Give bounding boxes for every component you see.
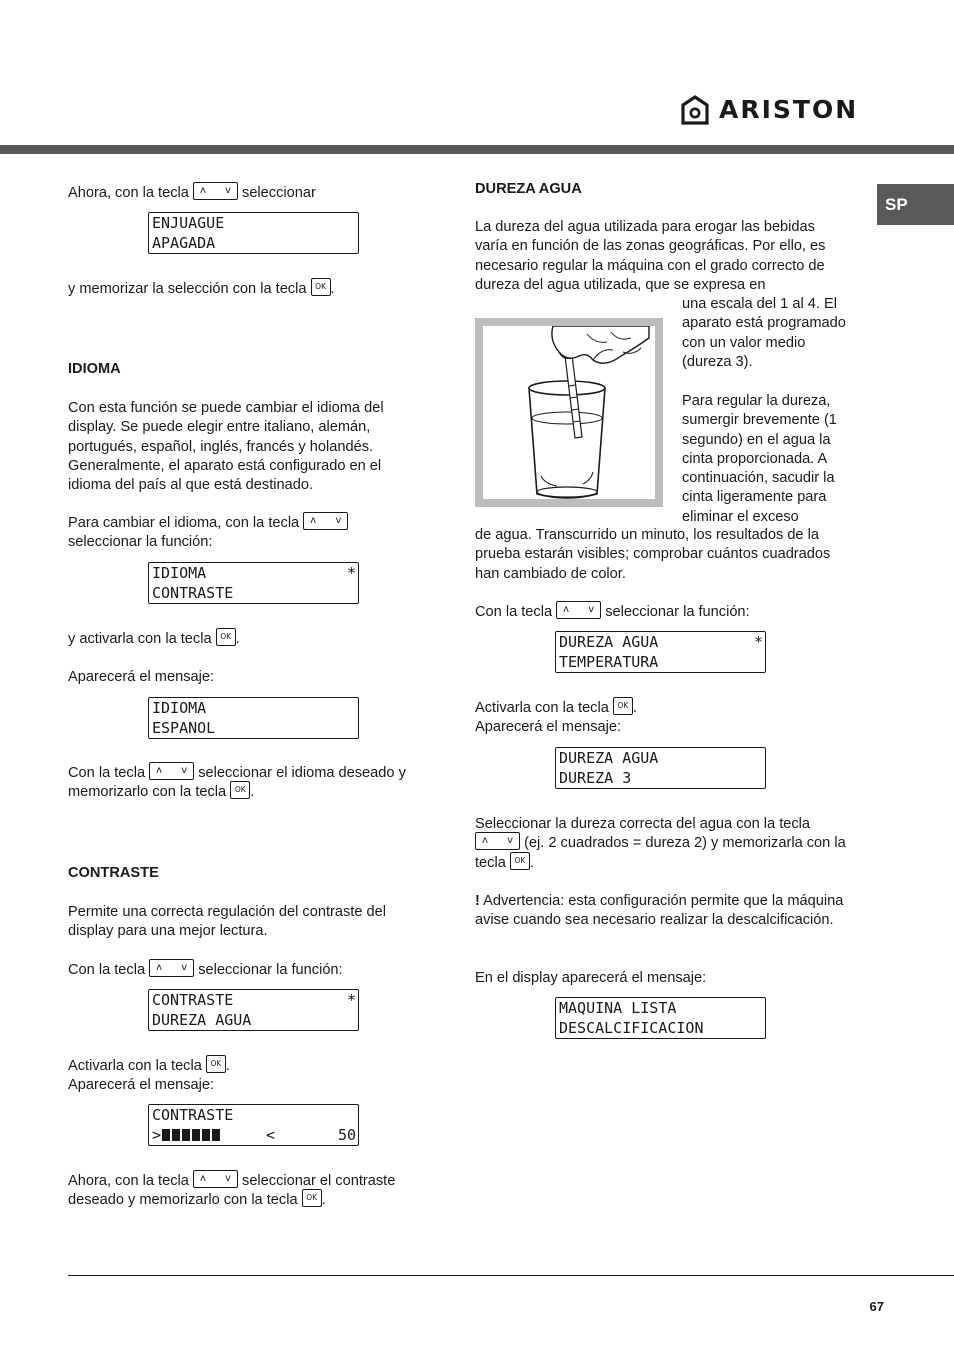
ok-key-icon: OK <box>510 852 530 870</box>
paragraph: Para regular la dureza, sumergir brevemente (1 segundo) en el agua la cinta proporcionada. A continuación, sacudir la cinta ligeramente para eliminar el exceso <box>682 393 837 525</box>
paragraph: En el display aparecerá el mensaje: <box>475 970 707 986</box>
section-heading: DUREZA AGUA <box>475 181 582 197</box>
paragraph: La dureza del agua utilizada para erogar las bebidas varía en función de las zonas geográficas. Por ello, es necesario regular la máquina con el grado correcto de dureza del agua utilizada, que se expresa en <box>475 219 826 293</box>
lcd-display: MAQUINA LISTA DESCALCIFICACION <box>555 997 766 1039</box>
ok-key-icon: OK <box>311 278 331 296</box>
language-tab: SP <box>877 184 954 225</box>
paragraph: Con la tecla ʌ v seleccionar la función: <box>68 961 423 980</box>
arrow-keys-icon: ʌ v <box>149 959 194 977</box>
paragraph: de agua. Transcurrido un minuto, los resultados de la prueba estarán visibles; comprobar cuántos cuadrados han cambiado de color. <box>475 527 831 582</box>
arrow-keys-icon: ʌ v <box>475 832 520 850</box>
lcd-display: DUREZA AGUA DUREZA 3 <box>555 747 766 789</box>
section-heading: CONTRASTE <box>68 865 159 881</box>
paragraph: Con esta función se puede cambiar el idioma del display. Se puede elegir entre italiano, alemán, portugués, español, inglés, francés y holandés. Generalmente, el aparato está configurado en el idioma del país al que está destinado. <box>68 400 384 494</box>
paragraph: Permite una correcta regulación del contraste del display para una mejor lectura. <box>68 904 386 940</box>
paragraph: Con la tecla ʌ v seleccionar el idioma deseado y memorizarlo con la tecla OK . <box>68 764 423 803</box>
arrow-keys-icon: ʌ v <box>149 762 194 780</box>
lcd-display: IDIOMA ESPANOL <box>148 697 359 739</box>
water-glass-test-strip-illustration <box>475 318 663 507</box>
paragraph: Activarla con la tecla OK . Aparecerá el mensaje: <box>68 1057 423 1096</box>
lcd-display: DUREZA AGUA * TEMPERATURA <box>555 631 766 673</box>
brand-logo <box>681 93 858 127</box>
lcd-display: ENJUAGUE APAGADA <box>148 212 359 254</box>
arrow-keys-icon: ʌ v <box>556 601 601 619</box>
lcd-display: CONTRASTE * DUREZA AGUA <box>148 989 359 1031</box>
paragraph: Con la tecla ʌ v seleccionar la función: <box>475 603 847 622</box>
page-number: 67 <box>869 1299 884 1314</box>
ok-key-icon: OK <box>302 1189 322 1207</box>
lcd-display: CONTRASTE > < 50 <box>148 1104 359 1146</box>
paragraph: y memorizar la selección con la tecla OK . <box>68 280 423 299</box>
ok-key-icon: OK <box>216 628 236 646</box>
paragraph: Seleccionar la dureza correcta del agua con la tecla ʌ v (ej. 2 cuadrados = dureza 2) y memorizarla con la tecla OK . <box>475 816 846 871</box>
paragraph: Activarla con la tecla OK . Aparecerá el mensaje: <box>475 699 847 738</box>
header-bar <box>0 145 954 154</box>
paragraph: Para cambiar el idioma, con la tecla ʌ v seleccionar la función: <box>68 514 423 553</box>
arrow-keys-icon: ʌ v <box>193 182 238 200</box>
lcd-display: IDIOMA * CONTRASTE <box>148 562 359 604</box>
section-heading: IDIOMA <box>68 361 121 377</box>
warning-icon: ! <box>475 893 480 909</box>
ok-key-icon: OK <box>206 1055 226 1073</box>
paragraph: Ahora, con la tecla ʌ v seleccionar <box>68 184 423 203</box>
ok-key-icon: OK <box>613 697 633 715</box>
paragraph: Aparecerá el mensaje: <box>68 669 215 685</box>
house-logo-icon <box>681 95 709 125</box>
arrow-keys-icon: ʌ v <box>193 1170 238 1188</box>
contrast-level-bars <box>162 1129 222 1141</box>
paragraph: y activarla con la tecla OK . <box>68 630 423 649</box>
warning-paragraph: ! Advertencia: esta configuración permite que la máquina avise cuando sea necesario realizar la descalcificación. <box>475 893 844 929</box>
paragraph: Ahora, con la tecla ʌ v seleccionar el contraste deseado y memorizarlo con la tecla OK . <box>68 1172 423 1211</box>
paragraph: una escala del 1 al 4. El aparato está programado con un valor medio (dureza 3). <box>682 296 846 370</box>
footer-rule <box>68 1275 954 1276</box>
ok-key-icon: OK <box>230 781 250 799</box>
arrow-keys-icon: ʌ v <box>303 512 348 530</box>
brand-name: ARISTON <box>719 95 859 125</box>
